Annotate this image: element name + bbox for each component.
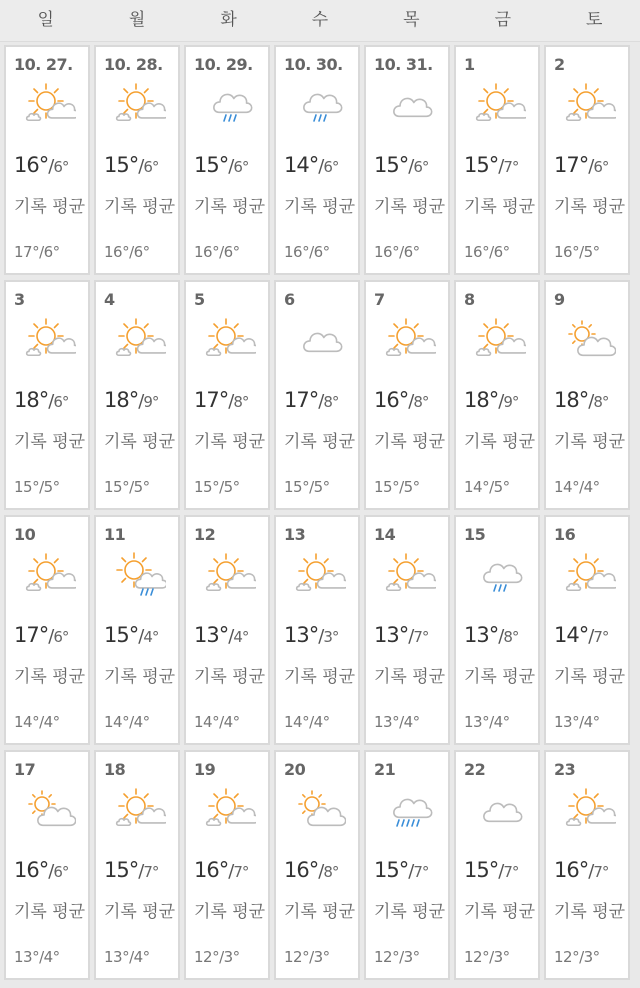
high-temp: 18° — [554, 388, 589, 412]
high-temp: 15° — [194, 153, 229, 177]
record-average-value: 16°/6° — [374, 243, 420, 261]
temp-separator: / — [318, 626, 324, 647]
low-temp: 8° — [593, 393, 609, 411]
record-average-label: 기록 평균 — [374, 432, 446, 452]
temp-separator: / — [48, 391, 54, 412]
day-date: 10. 29. — [194, 55, 253, 74]
day-cell[interactable] — [4, 750, 90, 980]
day-cell[interactable] — [274, 45, 360, 275]
record-average-value: 13°/4° — [374, 713, 420, 731]
high-temp: 16° — [14, 858, 49, 882]
record-average-value: 15°/5° — [194, 478, 240, 496]
cloud-icon — [474, 786, 526, 834]
record-average-value: 14°/4° — [194, 713, 240, 731]
record-average-value: 13°/4° — [464, 713, 510, 731]
mostly-cloudy-icon — [564, 316, 616, 364]
day-temperatures — [194, 858, 248, 882]
day-cell[interactable] — [544, 515, 630, 745]
low-temp: 6° — [53, 863, 69, 881]
day-cell[interactable] — [454, 45, 540, 275]
record-average-label: 기록 평균 — [464, 902, 536, 922]
sun-cloud-icon — [114, 81, 166, 129]
low-temp: 8° — [503, 628, 519, 646]
day-cell[interactable] — [544, 45, 630, 275]
day-temperatures — [14, 388, 68, 412]
weekday-tue: 화 — [220, 10, 237, 30]
day-cell[interactable] — [544, 750, 630, 980]
high-temp: 17° — [14, 623, 49, 647]
record-average-label: 기록 평균 — [554, 667, 626, 687]
day-temperatures — [194, 153, 248, 177]
temp-separator: / — [318, 391, 324, 412]
record-average-label: 기록 평균 — [194, 197, 266, 217]
day-cell[interactable] — [94, 45, 180, 275]
sun-cloud-icon — [204, 316, 256, 364]
day-cell[interactable] — [4, 280, 90, 510]
temp-separator: / — [228, 156, 234, 177]
day-date: 21 — [374, 760, 396, 779]
day-cell[interactable] — [4, 515, 90, 745]
day-cell[interactable] — [544, 280, 630, 510]
day-temperatures — [374, 623, 428, 647]
low-temp: 6° — [53, 393, 69, 411]
record-average-label: 기록 평균 — [14, 667, 86, 687]
temp-separator: / — [588, 626, 594, 647]
sun-rain-icon — [114, 551, 166, 599]
low-temp: 7° — [503, 158, 519, 176]
low-temp: 8° — [413, 393, 429, 411]
temp-separator: / — [48, 156, 54, 177]
sun-cloud-icon — [24, 81, 76, 129]
weekday-mon: 월 — [128, 10, 146, 30]
high-temp: 15° — [104, 858, 139, 882]
temp-separator: / — [228, 391, 234, 412]
high-temp: 14° — [284, 153, 319, 177]
record-average-label: 기록 평균 — [554, 432, 626, 452]
high-temp: 15° — [374, 858, 409, 882]
day-date: 7 — [374, 290, 385, 309]
record-average-label: 기록 평균 — [554, 197, 626, 217]
low-temp: 8° — [323, 863, 339, 881]
record-average-label: 기록 평균 — [554, 902, 626, 922]
record-average-value: 15°/5° — [104, 478, 150, 496]
record-average-label: 기록 평균 — [14, 432, 86, 452]
sun-cloud-icon — [24, 551, 76, 599]
day-temperatures — [374, 388, 428, 412]
day-date: 4 — [104, 290, 115, 309]
day-temperatures — [374, 858, 428, 882]
mostly-cloudy-icon — [24, 786, 76, 834]
record-average-label: 기록 평균 — [104, 432, 176, 452]
sun-cloud-icon — [564, 81, 616, 129]
high-temp: 13° — [374, 623, 409, 647]
day-temperatures — [104, 153, 158, 177]
record-average-value: 12°/3° — [464, 948, 510, 966]
record-average-label: 기록 평균 — [194, 432, 266, 452]
temp-separator: / — [588, 861, 594, 882]
day-temperatures — [14, 153, 68, 177]
day-date: 5 — [194, 290, 205, 309]
day-temperatures — [104, 388, 158, 412]
day-temperatures — [464, 153, 518, 177]
day-cell[interactable] — [454, 280, 540, 510]
sun-cloud-icon — [384, 316, 436, 364]
record-average-label: 기록 평균 — [14, 197, 86, 217]
high-temp: 16° — [284, 858, 319, 882]
record-average-label: 기록 평균 — [104, 197, 176, 217]
low-temp: 4° — [143, 628, 159, 646]
day-date: 17 — [14, 760, 36, 779]
temp-separator: / — [138, 391, 144, 412]
high-temp: 13° — [284, 623, 319, 647]
weekday-header — [0, 0, 640, 42]
high-temp: 18° — [104, 388, 139, 412]
day-date: 10. 30. — [284, 55, 343, 74]
low-temp: 6° — [233, 158, 249, 176]
low-temp: 7° — [413, 628, 429, 646]
record-average-value: 14°/5° — [464, 478, 510, 496]
weekday-fri: 금 — [494, 10, 512, 30]
record-average-label: 기록 평균 — [104, 902, 176, 922]
day-temperatures — [104, 623, 158, 647]
low-temp: 6° — [53, 158, 69, 176]
low-temp: 6° — [593, 158, 609, 176]
temp-separator: / — [138, 156, 144, 177]
heavy-rain-icon — [384, 786, 436, 834]
day-temperatures — [284, 858, 338, 882]
high-temp: 15° — [374, 153, 409, 177]
temp-separator: / — [498, 156, 504, 177]
temp-separator: / — [138, 861, 144, 882]
day-date: 23 — [554, 760, 576, 779]
record-average-label: 기록 평균 — [194, 902, 266, 922]
sun-cloud-icon — [24, 316, 76, 364]
rain-cloud-icon — [204, 81, 256, 129]
high-temp: 16° — [554, 858, 589, 882]
low-temp: 6° — [53, 628, 69, 646]
high-temp: 14° — [554, 623, 589, 647]
low-temp: 9° — [503, 393, 519, 411]
day-cell[interactable] — [94, 280, 180, 510]
temp-separator: / — [408, 391, 414, 412]
high-temp: 17° — [194, 388, 229, 412]
record-average-label: 기록 평균 — [464, 432, 536, 452]
high-temp: 16° — [374, 388, 409, 412]
day-cell[interactable] — [364, 45, 450, 275]
day-date: 13 — [284, 525, 306, 544]
day-cell[interactable] — [94, 750, 180, 980]
record-average-label: 기록 평균 — [374, 902, 446, 922]
day-cell[interactable] — [274, 280, 360, 510]
record-average-value: 15°/5° — [374, 478, 420, 496]
day-date: 1 — [464, 55, 475, 74]
day-temperatures — [104, 858, 158, 882]
high-temp: 13° — [464, 623, 499, 647]
day-date: 10. 28. — [104, 55, 163, 74]
weekday-sat: 토 — [586, 10, 603, 30]
day-date: 18 — [104, 760, 126, 779]
record-average-value: 13°/4° — [554, 713, 600, 731]
low-temp: 3° — [323, 628, 339, 646]
day-cell[interactable] — [454, 515, 540, 745]
day-date: 19 — [194, 760, 216, 779]
cloud-icon — [294, 316, 346, 364]
sun-cloud-icon — [114, 316, 166, 364]
record-average-label: 기록 평균 — [104, 667, 176, 687]
low-temp: 6° — [413, 158, 429, 176]
low-temp: 7° — [593, 628, 609, 646]
temp-separator: / — [498, 861, 504, 882]
day-temperatures — [284, 623, 338, 647]
day-cell[interactable] — [364, 515, 450, 745]
day-date: 15 — [464, 525, 486, 544]
day-date: 12 — [194, 525, 216, 544]
sun-cloud-icon — [204, 551, 256, 599]
sun-cloud-icon — [474, 81, 526, 129]
record-average-value: 12°/3° — [284, 948, 330, 966]
record-average-value: 12°/3° — [374, 948, 420, 966]
high-temp: 16° — [14, 153, 49, 177]
high-temp: 15° — [104, 153, 139, 177]
day-date: 11 — [104, 525, 126, 544]
low-temp: 7° — [233, 863, 249, 881]
temp-separator: / — [138, 626, 144, 647]
temp-separator: / — [408, 156, 414, 177]
temp-separator: / — [48, 626, 54, 647]
low-temp: 7° — [593, 863, 609, 881]
record-average-label: 기록 평균 — [374, 667, 446, 687]
weekday-wed: 수 — [311, 10, 329, 30]
mostly-cloudy-icon — [294, 786, 346, 834]
day-date: 10 — [14, 525, 36, 544]
day-temperatures — [194, 623, 248, 647]
temp-separator: / — [318, 156, 324, 177]
day-cell[interactable] — [364, 280, 450, 510]
day-temperatures — [374, 153, 428, 177]
weekday-thu: 목 — [403, 10, 420, 30]
temp-separator: / — [228, 861, 234, 882]
day-cell[interactable] — [184, 750, 270, 980]
rain-cloud-icon — [474, 551, 526, 599]
day-date: 3 — [14, 290, 25, 309]
day-temperatures — [284, 153, 338, 177]
record-average-value: 14°/4° — [284, 713, 330, 731]
low-temp: 6° — [323, 158, 339, 176]
day-cell[interactable] — [274, 750, 360, 980]
record-average-value: 13°/4° — [14, 948, 60, 966]
record-average-label: 기록 평균 — [284, 902, 356, 922]
record-average-label: 기록 평균 — [284, 667, 356, 687]
record-average-label: 기록 평균 — [464, 667, 536, 687]
cloud-icon — [384, 81, 436, 129]
day-date: 9 — [554, 290, 565, 309]
record-average-value: 16°/5° — [554, 243, 600, 261]
record-average-label: 기록 평균 — [284, 432, 356, 452]
low-temp: 8° — [233, 393, 249, 411]
temp-separator: / — [48, 861, 54, 882]
day-date: 22 — [464, 760, 486, 779]
day-temperatures — [14, 858, 68, 882]
low-temp: 7° — [143, 863, 159, 881]
day-cell[interactable] — [184, 515, 270, 745]
record-average-value: 13°/4° — [104, 948, 150, 966]
record-average-value: 17°/6° — [14, 243, 60, 261]
low-temp: 7° — [503, 863, 519, 881]
day-date: 10. 27. — [14, 55, 73, 74]
day-date: 2 — [554, 55, 565, 74]
day-date: 14 — [374, 525, 396, 544]
high-temp: 17° — [284, 388, 319, 412]
temp-separator: / — [498, 626, 504, 647]
high-temp: 15° — [464, 153, 499, 177]
day-temperatures — [554, 858, 608, 882]
temp-separator: / — [228, 626, 234, 647]
day-temperatures — [554, 153, 608, 177]
record-average-value: 14°/4° — [104, 713, 150, 731]
day-cell[interactable] — [184, 45, 270, 275]
record-average-value: 14°/4° — [554, 478, 600, 496]
sun-cloud-icon — [204, 786, 256, 834]
low-temp: 8° — [323, 393, 339, 411]
temp-separator: / — [588, 156, 594, 177]
day-date: 16 — [554, 525, 576, 544]
sun-cloud-icon — [564, 551, 616, 599]
day-date: 8 — [464, 290, 475, 309]
day-temperatures — [464, 388, 518, 412]
high-temp: 16° — [194, 858, 229, 882]
temp-separator: / — [408, 861, 414, 882]
temp-separator: / — [498, 391, 504, 412]
forecast-calendar-grid — [0, 42, 640, 980]
day-date: 10. 31. — [374, 55, 433, 74]
sun-cloud-icon — [294, 551, 346, 599]
low-temp: 4° — [233, 628, 249, 646]
day-date: 6 — [284, 290, 295, 309]
record-average-value: 15°/5° — [284, 478, 330, 496]
temp-separator: / — [318, 861, 324, 882]
record-average-value: 12°/3° — [194, 948, 240, 966]
low-temp: 6° — [143, 158, 159, 176]
record-average-value: 14°/4° — [14, 713, 60, 731]
record-average-label: 기록 평균 — [464, 197, 536, 217]
day-cell[interactable] — [364, 750, 450, 980]
day-cell[interactable] — [4, 45, 90, 275]
day-cell[interactable] — [94, 515, 180, 745]
weekday-sun: 일 — [37, 10, 54, 30]
high-temp: 18° — [464, 388, 499, 412]
day-date: 20 — [284, 760, 306, 779]
day-cell[interactable] — [274, 515, 360, 745]
day-cell[interactable] — [184, 280, 270, 510]
sun-cloud-icon — [384, 551, 436, 599]
sun-cloud-icon — [474, 316, 526, 364]
low-temp: 7° — [413, 863, 429, 881]
day-cell[interactable] — [454, 750, 540, 980]
record-average-label: 기록 평균 — [14, 902, 86, 922]
high-temp: 15° — [104, 623, 139, 647]
day-temperatures — [554, 388, 608, 412]
temp-separator: / — [588, 391, 594, 412]
high-temp: 13° — [194, 623, 229, 647]
record-average-value: 16°/6° — [464, 243, 510, 261]
day-temperatures — [464, 623, 518, 647]
record-average-label: 기록 평균 — [374, 197, 446, 217]
day-temperatures — [194, 388, 248, 412]
low-temp: 9° — [143, 393, 159, 411]
day-temperatures — [464, 858, 518, 882]
record-average-value: 16°/6° — [104, 243, 150, 261]
high-temp: 15° — [464, 858, 499, 882]
temp-separator: / — [408, 626, 414, 647]
day-temperatures — [284, 388, 338, 412]
record-average-value: 15°/5° — [14, 478, 60, 496]
record-average-value: 16°/6° — [194, 243, 240, 261]
record-average-label: 기록 평균 — [194, 667, 266, 687]
record-average-value: 12°/3° — [554, 948, 600, 966]
record-average-value: 16°/6° — [284, 243, 330, 261]
high-temp: 18° — [14, 388, 49, 412]
sun-cloud-icon — [114, 786, 166, 834]
day-temperatures — [14, 623, 68, 647]
rain-cloud-icon — [294, 81, 346, 129]
sun-cloud-icon — [564, 786, 616, 834]
day-temperatures — [554, 623, 608, 647]
high-temp: 17° — [554, 153, 589, 177]
record-average-label: 기록 평균 — [284, 197, 356, 217]
